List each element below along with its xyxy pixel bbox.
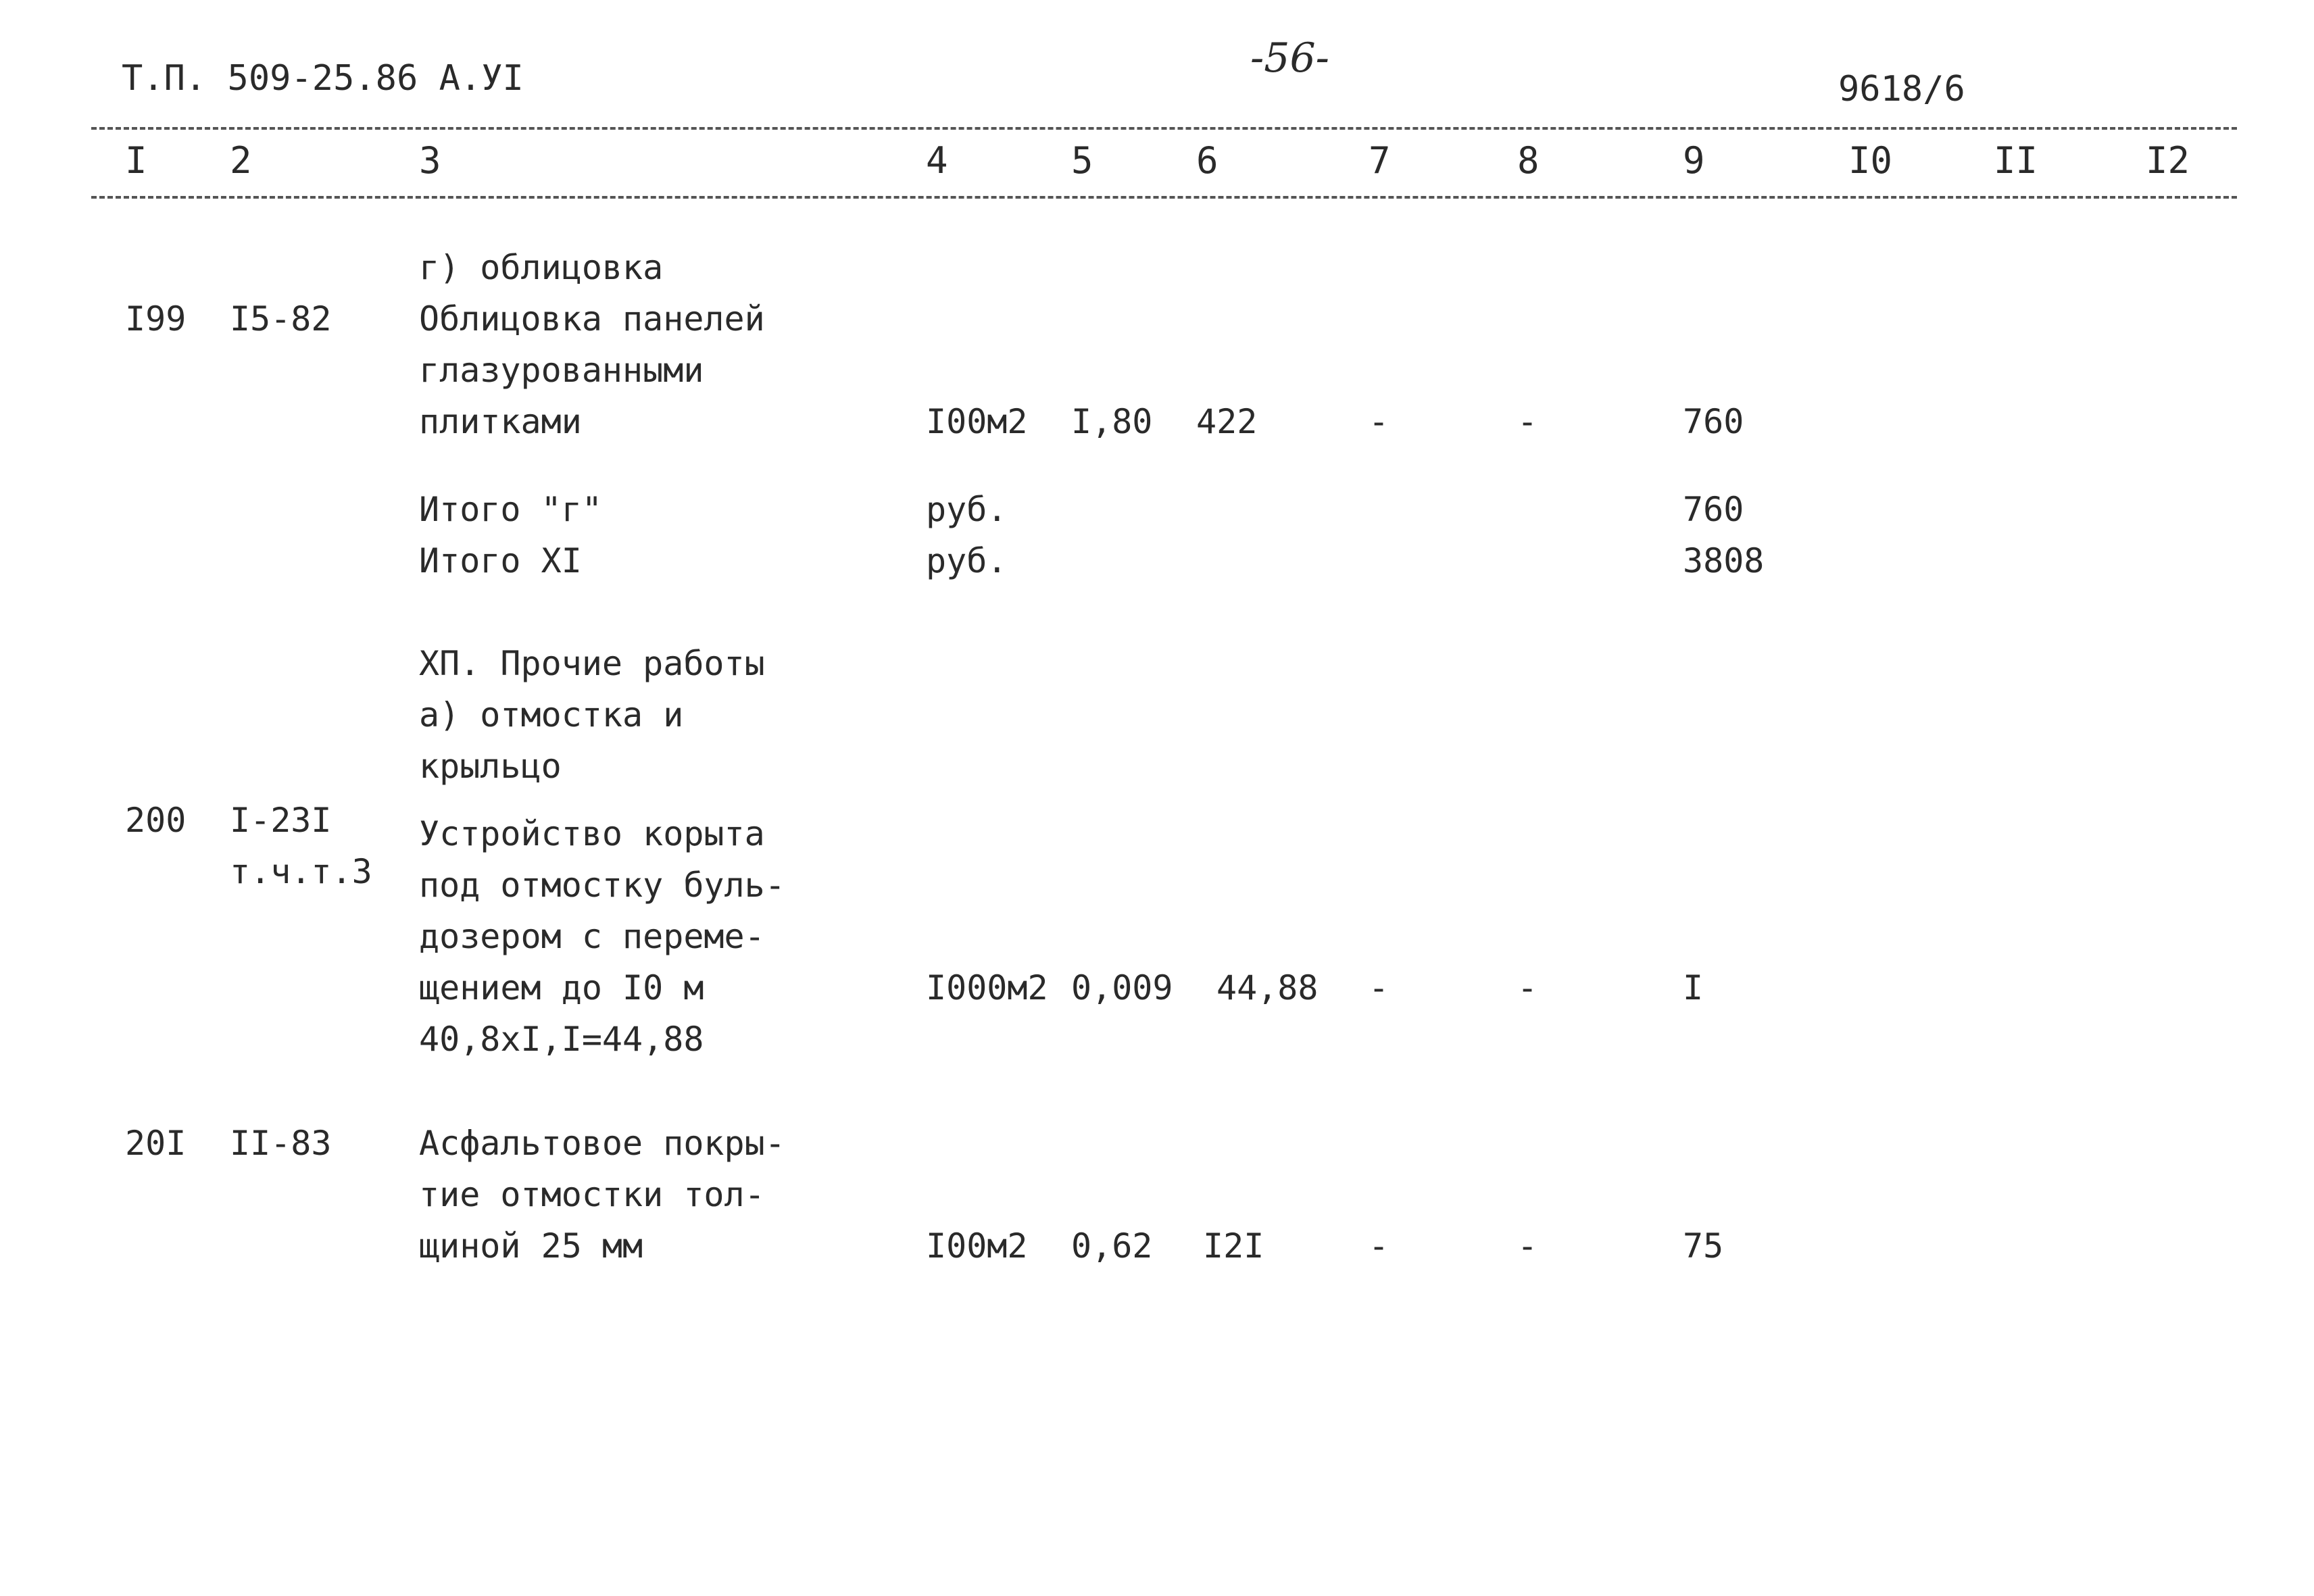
column-number: 2 — [230, 139, 252, 182]
section-heading-line: крыльцо — [419, 747, 562, 786]
page-number: -56- — [1250, 34, 1329, 82]
work-description-line: плитками — [419, 402, 582, 441]
column-number: I0 — [1848, 139, 1893, 182]
column-number: 6 — [1196, 139, 1218, 182]
section-heading-line: а) отмостка и — [419, 695, 684, 734]
column-number: 9 — [1683, 139, 1705, 182]
column-number: II — [1994, 139, 2038, 182]
subtotal-label: Итого XI — [419, 541, 582, 580]
column-8-value: - — [1517, 1226, 1538, 1266]
row-number: 20I — [125, 1124, 187, 1163]
work-description-line: Устройство корыта — [419, 814, 765, 853]
column-number: I — [125, 139, 147, 182]
column-number: 3 — [419, 139, 441, 182]
work-description-line: тие отмостки тол- — [419, 1175, 765, 1214]
norm-code: II-83 — [230, 1124, 332, 1163]
column-8-value: - — [1517, 968, 1538, 1007]
subtotal-unit: руб. — [926, 490, 1008, 529]
column-number: 7 — [1369, 139, 1391, 182]
norm-code: I-23I — [230, 801, 332, 840]
unit: I00м2 — [926, 1226, 1028, 1266]
column-number: 5 — [1071, 139, 1093, 182]
column-number: I2 — [2146, 139, 2190, 182]
unit-price: 44,88 — [1216, 968, 1319, 1007]
table-top-rule — [91, 127, 2237, 130]
quantity: 0,62 — [1071, 1226, 1153, 1266]
work-description-line: глазурованными — [419, 351, 704, 390]
norm-code-note: т.ч.т.3 — [230, 852, 372, 891]
total-cost: 760 — [1683, 402, 1744, 441]
unit-price: I2I — [1203, 1226, 1264, 1266]
unit: I000м2 — [926, 968, 1048, 1007]
row-number: I99 — [125, 299, 187, 339]
column-number: 4 — [926, 139, 948, 182]
column-number: 8 — [1517, 139, 1540, 182]
column-7-value: - — [1369, 968, 1389, 1007]
column-7-value: - — [1369, 1226, 1389, 1266]
section-heading-line: ХП. Прочие работы — [419, 644, 765, 683]
subtotal-value: 760 — [1683, 490, 1744, 529]
subtotal-unit: руб. — [926, 541, 1008, 580]
quantity: 0,009 — [1071, 968, 1173, 1007]
section-label: г) облицовка — [419, 248, 664, 287]
total-cost: 75 — [1683, 1226, 1724, 1266]
work-description-line: Облицовка панелей — [419, 299, 765, 339]
column-7-value: - — [1369, 402, 1389, 441]
work-description-line: под отмостку буль- — [419, 866, 785, 905]
document-code: Т.П. 509-25.86 А.УI — [122, 58, 524, 99]
unit-price: 422 — [1196, 402, 1258, 441]
work-description-line: 40,8хI,I=44,88 — [419, 1020, 704, 1059]
quantity: I,80 — [1071, 402, 1153, 441]
column-8-value: - — [1517, 402, 1538, 441]
work-description-line: щением до I0 м — [419, 968, 704, 1007]
subtotal-value: 3808 — [1683, 541, 1765, 580]
unit: I00м2 — [926, 402, 1028, 441]
subtotal-label: Итого "г" — [419, 490, 602, 529]
norm-code: I5-82 — [230, 299, 332, 339]
sheet-code: 9618/6 — [1838, 69, 1965, 109]
work-description-line: щиной 25 мм — [419, 1226, 643, 1266]
table-header-rule — [91, 196, 2237, 199]
row-number: 200 — [125, 801, 187, 840]
work-description-line: дозером с переме- — [419, 917, 765, 956]
total-cost: I — [1683, 968, 1704, 1007]
work-description-line: Асфальтовое покры- — [419, 1124, 785, 1163]
